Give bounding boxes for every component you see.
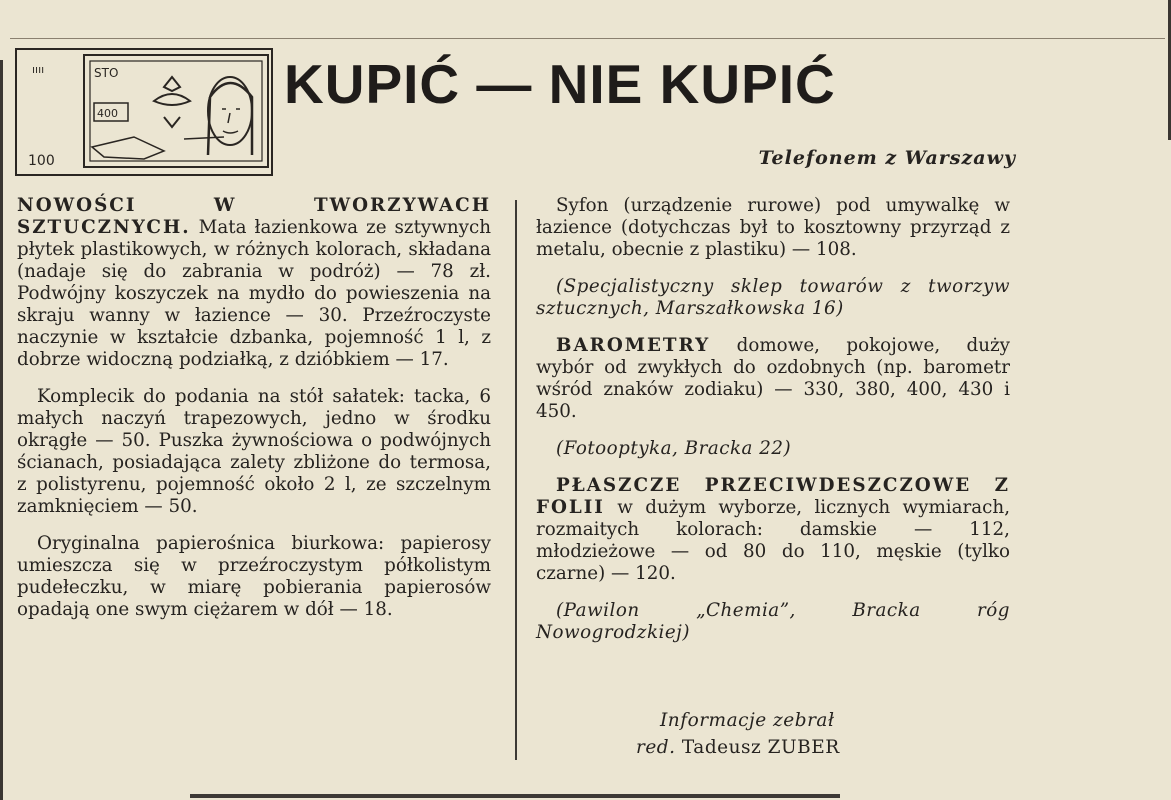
logo-portrait-face xyxy=(208,77,252,145)
logo-scroll-shape xyxy=(92,137,164,159)
left-paragraph-2: Komplecik do podania na stół sałatek: tacka, 6 małych naczyń trapezowych, jedno w środku okrągłe — 50. Puszka żywnościowa o podwójnych ścianach, posiadająca zalety zbliżone do termosa, z polistyrenu, pojemność około 2 l, ze szczelnym zamknięciem — 50. xyxy=(17,386,491,517)
logo-eagle-emblem xyxy=(154,77,190,127)
banknote-logo-illustration xyxy=(14,47,274,177)
column-divider xyxy=(515,200,517,760)
left-paragraph-1 xyxy=(17,195,491,371)
page-edge-top xyxy=(10,38,1165,39)
page-edge-left xyxy=(0,60,3,800)
article-byline: Telefonem z Warszawy xyxy=(758,147,1016,169)
logo-400-label: 400 xyxy=(97,107,118,120)
right-p1-source: (Specjalistyczny sklep towarów z tworzyw sztucznych, Marszałkowska 16) xyxy=(536,276,1010,319)
bottom-rule xyxy=(190,794,840,798)
logo-sto-label: STO xyxy=(94,66,119,80)
left-p1-body: Mata łazienkowa ze sztywnych płytek plastikowych, w różnych kolorach, składana (nadaje się do zabrania w podróż) — 78 zł. Podwójny koszyczek na mydło do powieszenia na skraju wanny w łazience — 30. Przeźroczyste naczynie w kształcie dzbanka, pojemność 1 l, z dobrze widoczną podziałką, z dzióbkiem — 17. xyxy=(17,217,492,370)
logo-100-label: 100 xyxy=(28,153,55,169)
logo-portrait-features xyxy=(222,109,240,133)
right-p2-body: domowe, pokojowe, duży wybór od zwykłych do ozdobnych (np. barometr wśród znaków zodiaku) — 330, 380, 400, 430 i 450. xyxy=(536,335,1010,422)
signature-name: Tadeusz ZUBER xyxy=(681,737,840,758)
right-p3-source: (Pawilon „Chemia”, Bracka róg Nowogrodzkiej) xyxy=(536,600,1010,643)
right-p2-source: (Fotooptyka, Bracka 22) xyxy=(556,438,792,459)
signature-line-2 xyxy=(636,737,840,758)
logo-stamp-marks: ıııı xyxy=(32,63,45,76)
right-p3-heading: PŁASZCZE PRZECIWDESZCZOWE Z FOLII xyxy=(536,475,1010,518)
signature-red-label: red. xyxy=(636,737,676,758)
left-p1-heading: NOWOŚCI W TWORZYWACH SZTUCZNYCH. xyxy=(17,195,491,238)
article-title: KUPIĆ — NIE KUPIĆ xyxy=(284,53,836,115)
right-p3-body: w dużym wyborze, licznych wymiarach, rozmaitych kolorach: damskie — 112, młodzieżowe — od 80 do 110, męskie (tylko czarne) — 120. xyxy=(536,497,1011,584)
right-column xyxy=(536,195,1010,659)
right-paragraph-3 xyxy=(536,475,1010,585)
left-paragraph-3: Oryginalna papierośnica biurkowa: papierosy umieszcza się w przeźroczystym półkolistym pudełeczku, w miarę pobierania papierosów opadają one swym ciężarem w dół — 18. xyxy=(17,533,491,620)
right-p2-heading: BAROMETRY xyxy=(556,335,711,356)
left-column xyxy=(17,195,491,636)
signature-line-1: Informacje zebrał xyxy=(660,710,835,731)
right-paragraph-1: Syfon (urządzenie rurowe) pod umywalkę w łazience (dotychczas był to kosztowny przyrząd z metalu, obecnie z plastiku) — 108. xyxy=(536,195,1010,260)
right-paragraph-2 xyxy=(536,335,1010,423)
